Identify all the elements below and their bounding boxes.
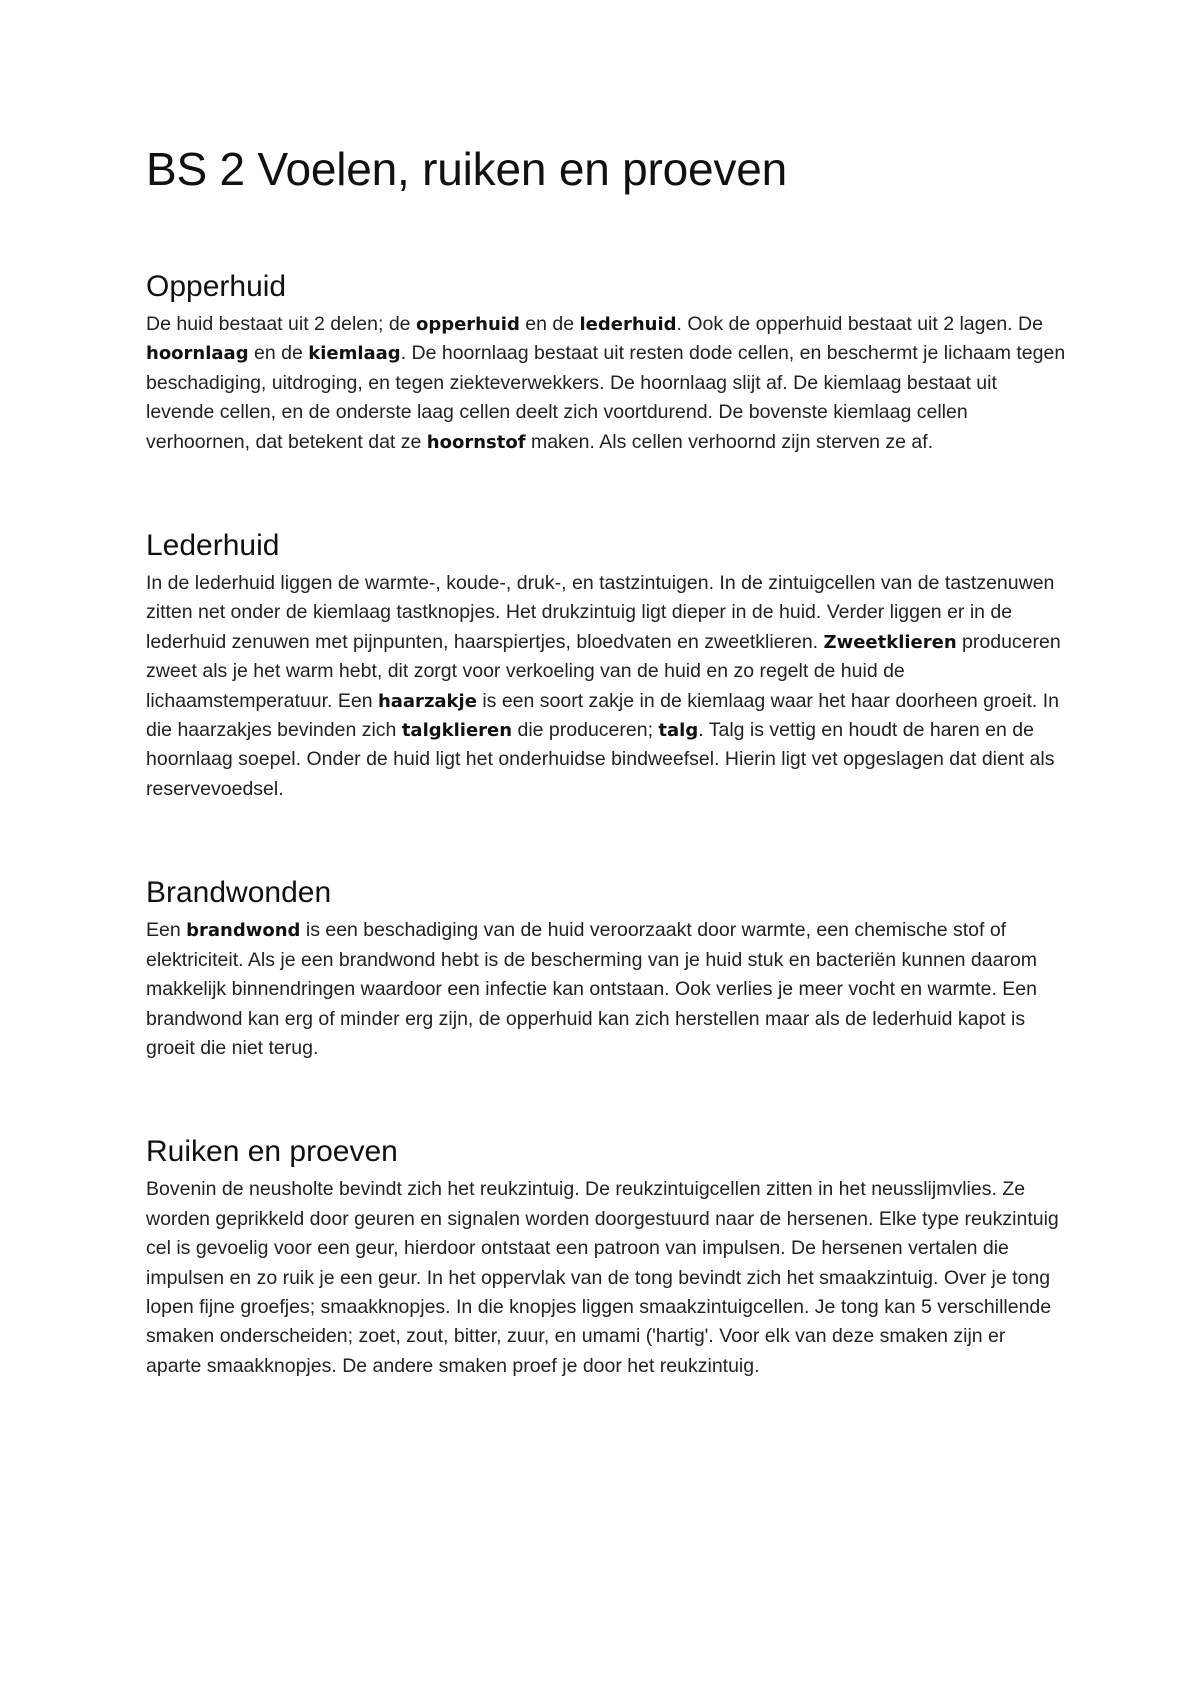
body-text: . Ook de opperhuid bestaat uit 2 lagen. De	[676, 313, 1043, 335]
section-heading-ruiken-en-proeven: Ruiken en proeven	[146, 1135, 398, 1169]
body-text: Bovenin de neusholte bevindt zich het reukzintuig. De reukzintuigcellen zitten in het neusslijmvlies. Ze worden geprikkeld door geuren en signalen worden doorgestuurd naar de hersenen. Elke type reukzintuig cel is gevoelig voor een geur, hierdoor ontstaat een patroon van impulsen. De hersenen vertalen die impulsen en zo ruik je een geur. In het oppervlak van de tong bevindt zich het smaakzintuig. Over je tong lopen fijne groefjes; smaakknopjes. In die knopjes liggen smaakzintuigcellen. Je tong kan 5 verschillende smaken onderscheiden; zoet, zout, bitter, zuur, en umami ('hartig'. Voor elk van deze smaken zijn er aparte smaakknopjes. De andere smaken proef je door het reukzintuig.	[146, 1178, 1059, 1377]
bold-term: hoornlaag	[146, 343, 249, 365]
section-opperhuid	[146, 268, 1066, 457]
body-text: die produceren;	[512, 719, 659, 742]
body-text: . Talg is vettig en houdt de haren en de hoornlaag soepel. Onder de huid ligt het onderhuidse bindweefsel. Hierin ligt vet opgeslagen dat dient als reservevoedsel.	[146, 719, 1055, 800]
bold-term: kiemlaag	[308, 343, 401, 365]
section-heading-brandwonden: Brandwonden	[146, 876, 332, 910]
bold-term: Zweetklieren	[823, 631, 957, 653]
body-text: produceren zweet als je het warm hebt, dit zorgt voor verkoeling van de huid en zo regelt de huid de lichaamstemperatuur. Een	[146, 630, 1061, 712]
section-brandwonden	[146, 874, 1066, 1063]
body-text: De huid bestaat uit 2 delen; de	[146, 313, 416, 335]
section-lederhuid	[146, 527, 1066, 804]
document-title: BS 2 Voelen, ruiken en proeven	[146, 143, 788, 195]
bold-term: brandwond	[186, 920, 301, 942]
bold-term: haarzakje	[377, 690, 477, 712]
bold-term: hoornstof	[426, 431, 526, 453]
body-text: maken. Als cellen verhoornd zijn sterven ze af.	[525, 430, 934, 453]
bold-term: opperhuid	[415, 314, 520, 335]
section-heading-opperhuid: Opperhuid	[146, 270, 287, 303]
body-text: In de lederhuid liggen de warmte-, koude-, druk-, en tastzintuigen. In de zintuigcellen van de tastzenuwen zitten net onder de kiemlaag tastknopjes. Het drukzintuig ligt dieper in de huid. Verder liggen er in de lederhuid zenuwen met pijnpunten, haarspiertjes, bloedvaten en zweetklieren.	[146, 572, 1055, 653]
body-text: is een beschadiging van de huid veroorzaakt door warmte, een chemische stof of elektriciteit. Als je een brandwond hebt is de bescherming van je huid stuk en bacteriën kunnen daarom makkelijk binnendringen waardoor een infectie kan ontstaan. Ook verlies je meer vocht en warmte. Een brandwond kan erg of minder erg zijn, de opperhuid kan zich herstellen maar als de lederhuid kapot is groeit die niet terug.	[146, 919, 1038, 1059]
section-body-opperhuid	[146, 310, 1066, 457]
body-text: en de	[519, 313, 580, 335]
section-heading-lederhuid: Lederhuid	[146, 529, 280, 563]
bold-term: lederhuid	[579, 314, 677, 335]
section-body-ruiken-en-proeven	[146, 1175, 1066, 1381]
section-ruiken-en-proeven	[146, 1133, 1066, 1381]
bold-term: talg	[658, 720, 699, 742]
body-text: is een soort zakje in de kiemlaag waar het haar doorheen groeit. In die haarzakjes bevinden zich	[146, 689, 1060, 742]
body-text: . De hoornlaag bestaat uit resten dode cellen, en beschermt je lichaam tegen beschadiging, uitdroging, en tegen ziekteverwekkers. De hoornlaag slijt af. De kiemlaag bestaat uit levende cellen, en de onderste laag cellen deelt zich voortdurend. De bovenste kiemlaag cellen verhoornen, dat betekent dat ze	[146, 342, 1066, 453]
body-text: en de	[248, 342, 309, 365]
body-text: Een	[146, 919, 187, 942]
section-body-brandwonden	[146, 916, 1066, 1063]
document-page	[146, 140, 1066, 1381]
bold-term: talgklieren	[401, 720, 513, 742]
section-body-lederhuid	[146, 569, 1066, 804]
